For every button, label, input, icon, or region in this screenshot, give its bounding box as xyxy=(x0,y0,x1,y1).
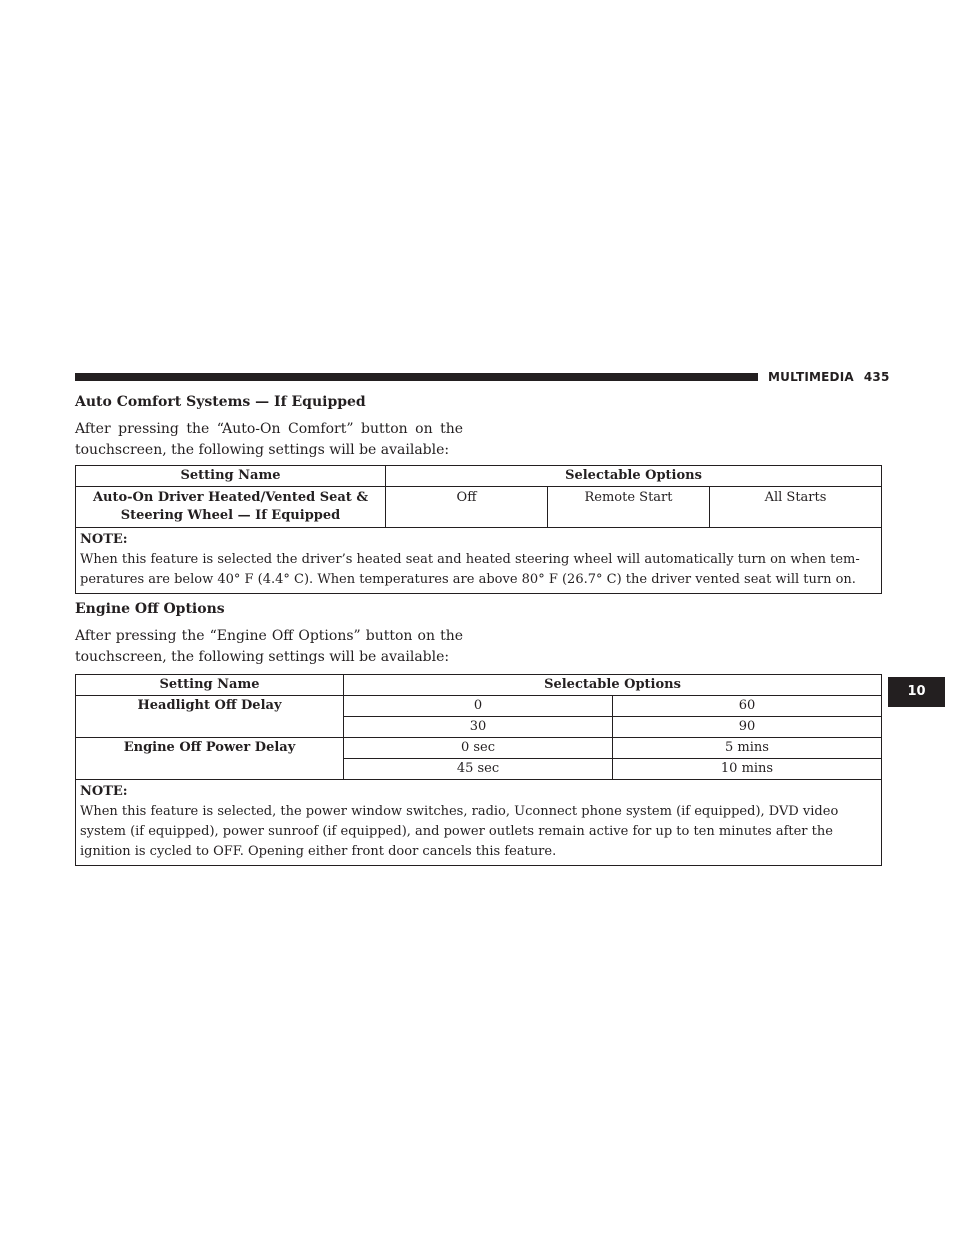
note-label: NOTE: xyxy=(80,784,128,799)
setting-name: Auto-On Driver Heated/Vented Seat & Steering Wheel — If Equipped xyxy=(76,487,386,528)
section-tab: 10 xyxy=(888,677,945,707)
note-row xyxy=(76,780,882,866)
option-cell: 60 xyxy=(613,696,882,717)
option-cell: 90 xyxy=(613,717,882,738)
option-cell: 0 sec xyxy=(344,738,613,759)
auto-comfort-table xyxy=(75,465,882,594)
column-header-setting: Setting Name xyxy=(76,466,386,487)
table-header-row xyxy=(76,466,882,487)
note-cell xyxy=(76,780,882,866)
engine-off-heading: Engine Off Options xyxy=(75,601,225,617)
option-cell: 0 xyxy=(344,696,613,717)
setting-name-continued xyxy=(76,759,344,780)
engine-off-table xyxy=(75,674,882,866)
setting-name-continued xyxy=(76,717,344,738)
running-header xyxy=(768,370,890,384)
column-header-options: Selectable Options xyxy=(386,466,882,487)
option-cell: 45 sec xyxy=(344,759,613,780)
option-cell: 30 xyxy=(344,717,613,738)
column-header-setting: Setting Name xyxy=(76,675,344,696)
note-text: When this feature is selected, the power window switches, radio, Uconnect phone system (if equipped), DVD video system (if equipped), power sunroof (if equipped), and power outlets remain active for up to ten minutes after the ignition is cycled to OFF. Opening either front door cancels this feature. xyxy=(80,804,839,859)
option-cell: All Starts xyxy=(710,487,882,528)
table-row xyxy=(76,717,882,738)
note-text: When this feature is selected the driver’s heated seat and heated steering wheel will automatically turn on when tem- peratures are below 40° F (4.4° C). When temperatures are above 80° F (26.7° C) the driver vented seat will turn on. xyxy=(80,552,860,587)
table-row xyxy=(76,759,882,780)
engine-off-intro: After pressing the “Engine Off Options” button on the touchscreen, the following settings will be available: xyxy=(75,628,463,665)
header-rule xyxy=(75,373,758,381)
table-header-row xyxy=(76,675,882,696)
section-title: MULTIMEDIA xyxy=(768,370,854,384)
note-cell xyxy=(76,528,882,594)
table-row xyxy=(76,487,882,528)
column-header-options: Selectable Options xyxy=(344,675,882,696)
note-row xyxy=(76,528,882,594)
option-cell: Off xyxy=(386,487,548,528)
note-label: NOTE: xyxy=(80,532,128,547)
auto-comfort-intro: After pressing the “Auto-On Comfort” button on the touchscreen, the following settings will be available: xyxy=(75,421,463,458)
table-row xyxy=(76,738,882,759)
auto-comfort-heading: Auto Comfort Systems — If Equipped xyxy=(75,394,366,410)
setting-name: Headlight Off Delay xyxy=(76,696,344,717)
page-number: 435 xyxy=(863,370,890,384)
option-cell: 10 mins xyxy=(613,759,882,780)
table-row xyxy=(76,696,882,717)
option-cell: Remote Start xyxy=(548,487,710,528)
setting-name: Engine Off Power Delay xyxy=(76,738,344,759)
option-cell: 5 mins xyxy=(613,738,882,759)
